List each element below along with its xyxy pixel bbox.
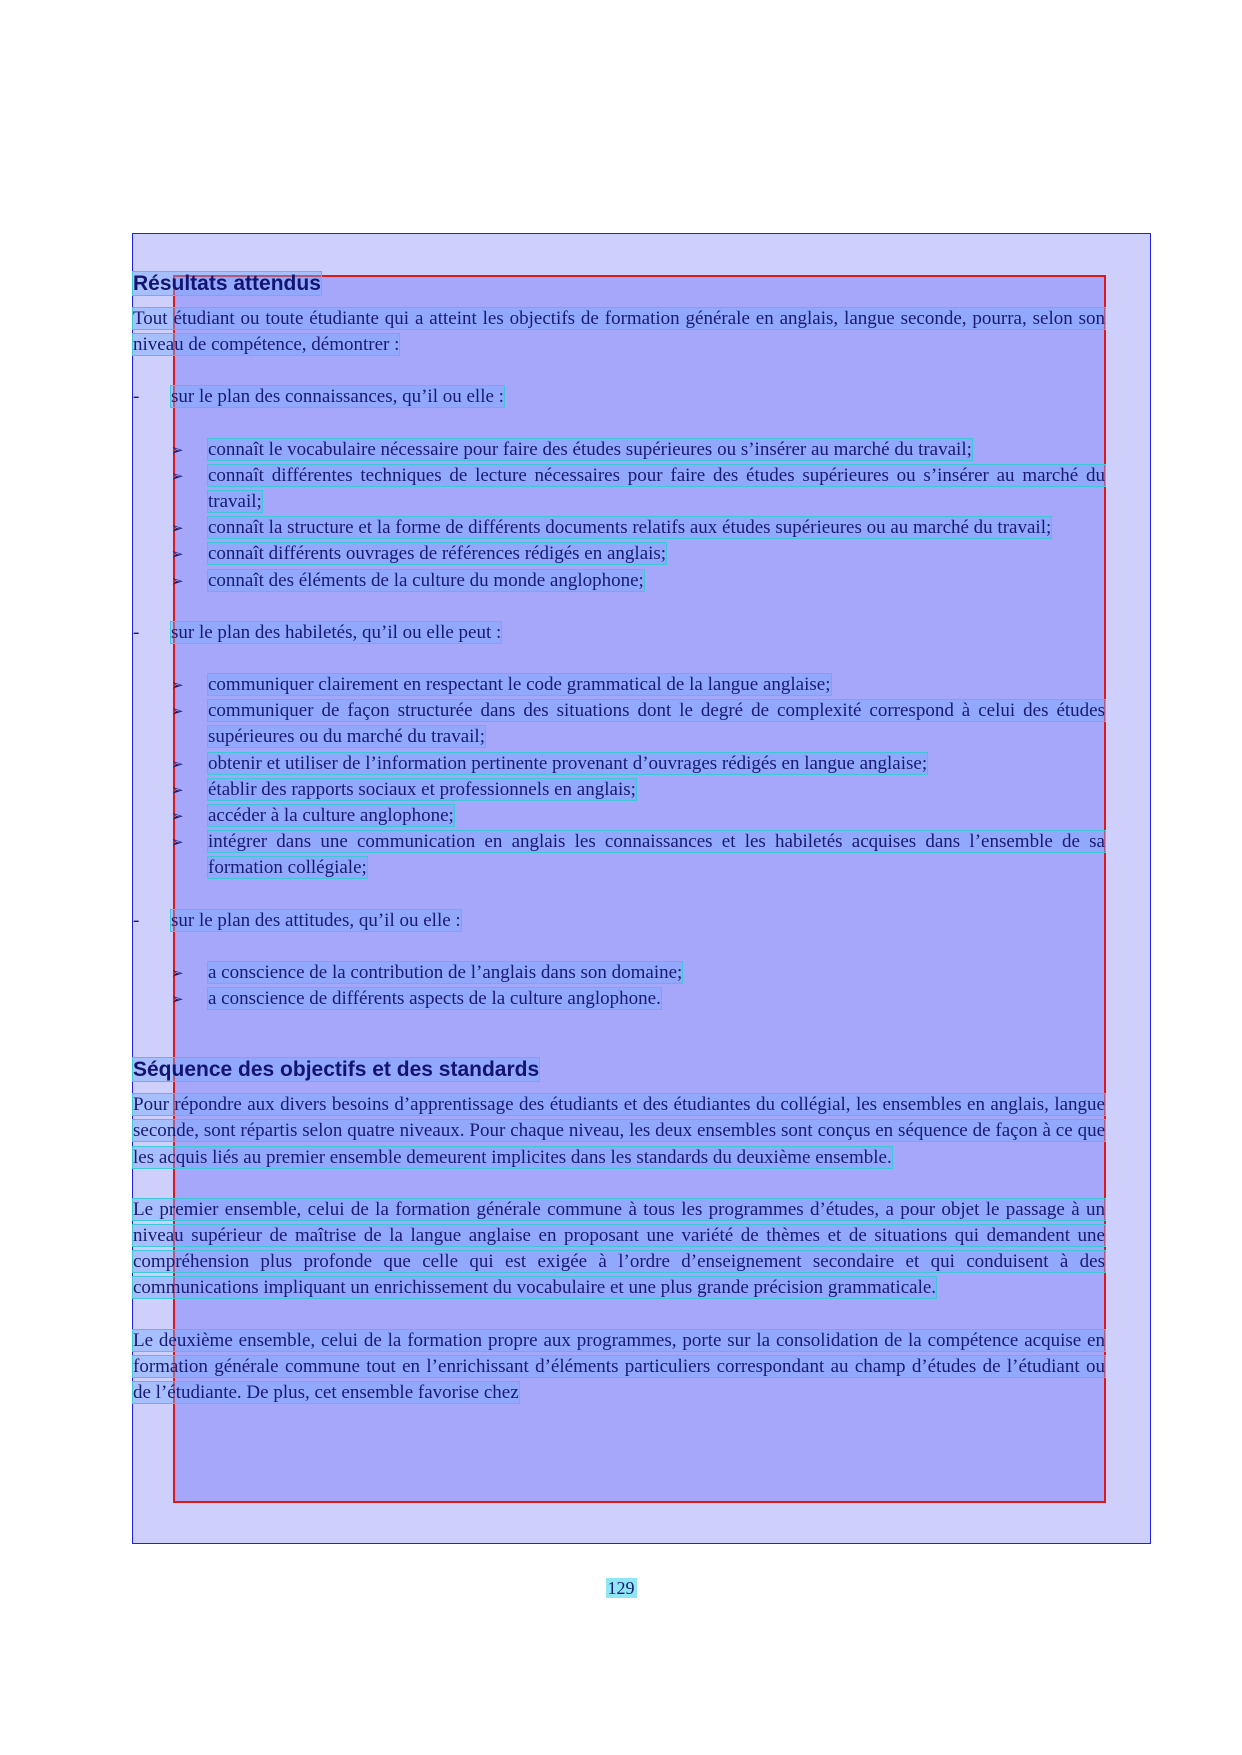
skills-label: - sur le plan des habiletés, qu’il ou elle peut :	[133, 621, 502, 643]
arrow-bullet-icon: ➢	[171, 676, 184, 695]
arrow-bullet-icon: ➢	[171, 440, 184, 459]
list-item: ➢ connaît différentes techniques de lecture nécessaires pour faire des études supérieures ou s’insérer au marché du travail;	[171, 464, 1105, 513]
arrow-bullet-icon: ➢	[171, 780, 184, 799]
body-paragraph: Le premier ensemble, celui de la formation générale commune à tous les programmes d’études, a pour objet le passage à un niveau supérieur de maîtrise de la langue anglaise en proposant une variété de thèmes et de situations qui demandent une compréhension plus profonde que celle qui est exigée à l’ordre d’enseignement secondaire et qui conduisent à des communications impliquant un enrichissement du vocabulaire et une plus grande précision grammaticale.	[133, 1198, 1105, 1299]
body-paragraph: Pour répondre aux divers besoins d’apprentissage des étudiants et des étudiantes du collégial, les ensembles en anglais, langue seconde, sont répartis selon quatre niveaux. Pour chaque niveau, les deux ensembles sont conçus en séquence de façon à ce que les acquis liés au premier ensemble demeurent implicites dans les standards du deuxième ensemble.	[133, 1094, 1105, 1168]
list-item: ➢ a conscience de la contribution de l’anglais dans son domaine;	[133, 960, 1105, 986]
list-item: ➢ accéder à la culture anglophone;	[133, 803, 1105, 829]
arrow-bullet-icon: ➢	[171, 754, 184, 773]
arrow-bullet-icon: ➢	[171, 571, 184, 590]
list-item: ➢ a conscience de différents aspects de la culture anglophone.	[133, 986, 1105, 1012]
intro-paragraph: Tout étudiant ou toute étudiante qui a atteint les objectifs de formation générale en anglais, langue seconde, pourra, selon son niveau de compétence, démontrer :	[133, 308, 1105, 356]
knowledge-label: - sur le plan des connaissances, qu’il ou elle :	[133, 386, 504, 408]
page-content	[133, 270, 1105, 1406]
knowledge-list	[133, 437, 1105, 594]
arrow-bullet-icon: ➢	[171, 545, 184, 564]
arrow-bullet-icon: ➢	[171, 702, 184, 721]
list-item: ➢ établir des rapports sociaux et professionnels en anglais;	[133, 777, 1105, 803]
arrow-bullet-icon: ➢	[171, 519, 184, 538]
arrow-bullet-icon: ➢	[171, 990, 184, 1009]
page-number: 129	[607, 1578, 635, 1598]
arrow-bullet-icon: ➢	[171, 963, 184, 982]
list-item: ➢ communiquer de façon structurée dans des situations dont le degré de complexité correspond à celui des études supérieures ou du marché du travail;	[171, 700, 1105, 748]
arrow-bullet-icon: ➢	[171, 807, 184, 826]
list-item: ➢ connaît la structure et la forme de différents documents relatifs aux études supérieures ou au marché du travail;	[133, 515, 1105, 541]
list-item: ➢ intégrer dans une communication en anglais les connaissances et les habiletés acquises dans l’ensemble de sa formation collégiale;	[171, 831, 1105, 879]
attitudes-list	[133, 960, 1105, 1012]
list-item: ➢ communiquer clairement en respectant le code grammatical de la langue anglaise;	[133, 672, 1105, 698]
arrow-bullet-icon: ➢	[171, 833, 184, 852]
skills-list	[133, 672, 1105, 882]
body-paragraph: Le deuxième ensemble, celui de la formation propre aux programmes, porte sur la consolidation de la compétence acquise en formation générale commune tout en l’enrichissant d’éléments particuliers correspondant au champ d’études de l’étudiant ou de l’étudiante. De plus, cet ensemble favorise chez	[133, 1329, 1105, 1404]
attitudes-label: - sur le plan des attitudes, qu’il ou elle :	[133, 909, 461, 931]
list-item: ➢ connaît différents ouvrages de références rédigés en anglais;	[133, 541, 1105, 567]
section-heading-sequence: Séquence des objectifs et des standards	[133, 1058, 540, 1082]
list-item: ➢ connaît le vocabulaire nécessaire pour faire des études supérieures ou s’insérer au marché du travail;	[133, 437, 1105, 463]
list-item: ➢ obtenir et utiliser de l’information pertinente provenant d’ouvrages rédigés en langue anglaise;	[133, 751, 1105, 777]
arrow-bullet-icon: ➢	[171, 466, 184, 485]
section-heading-results: Résultats attendus	[133, 272, 321, 295]
list-item: ➢ connaît des éléments de la culture du monde anglophone;	[133, 568, 1105, 594]
